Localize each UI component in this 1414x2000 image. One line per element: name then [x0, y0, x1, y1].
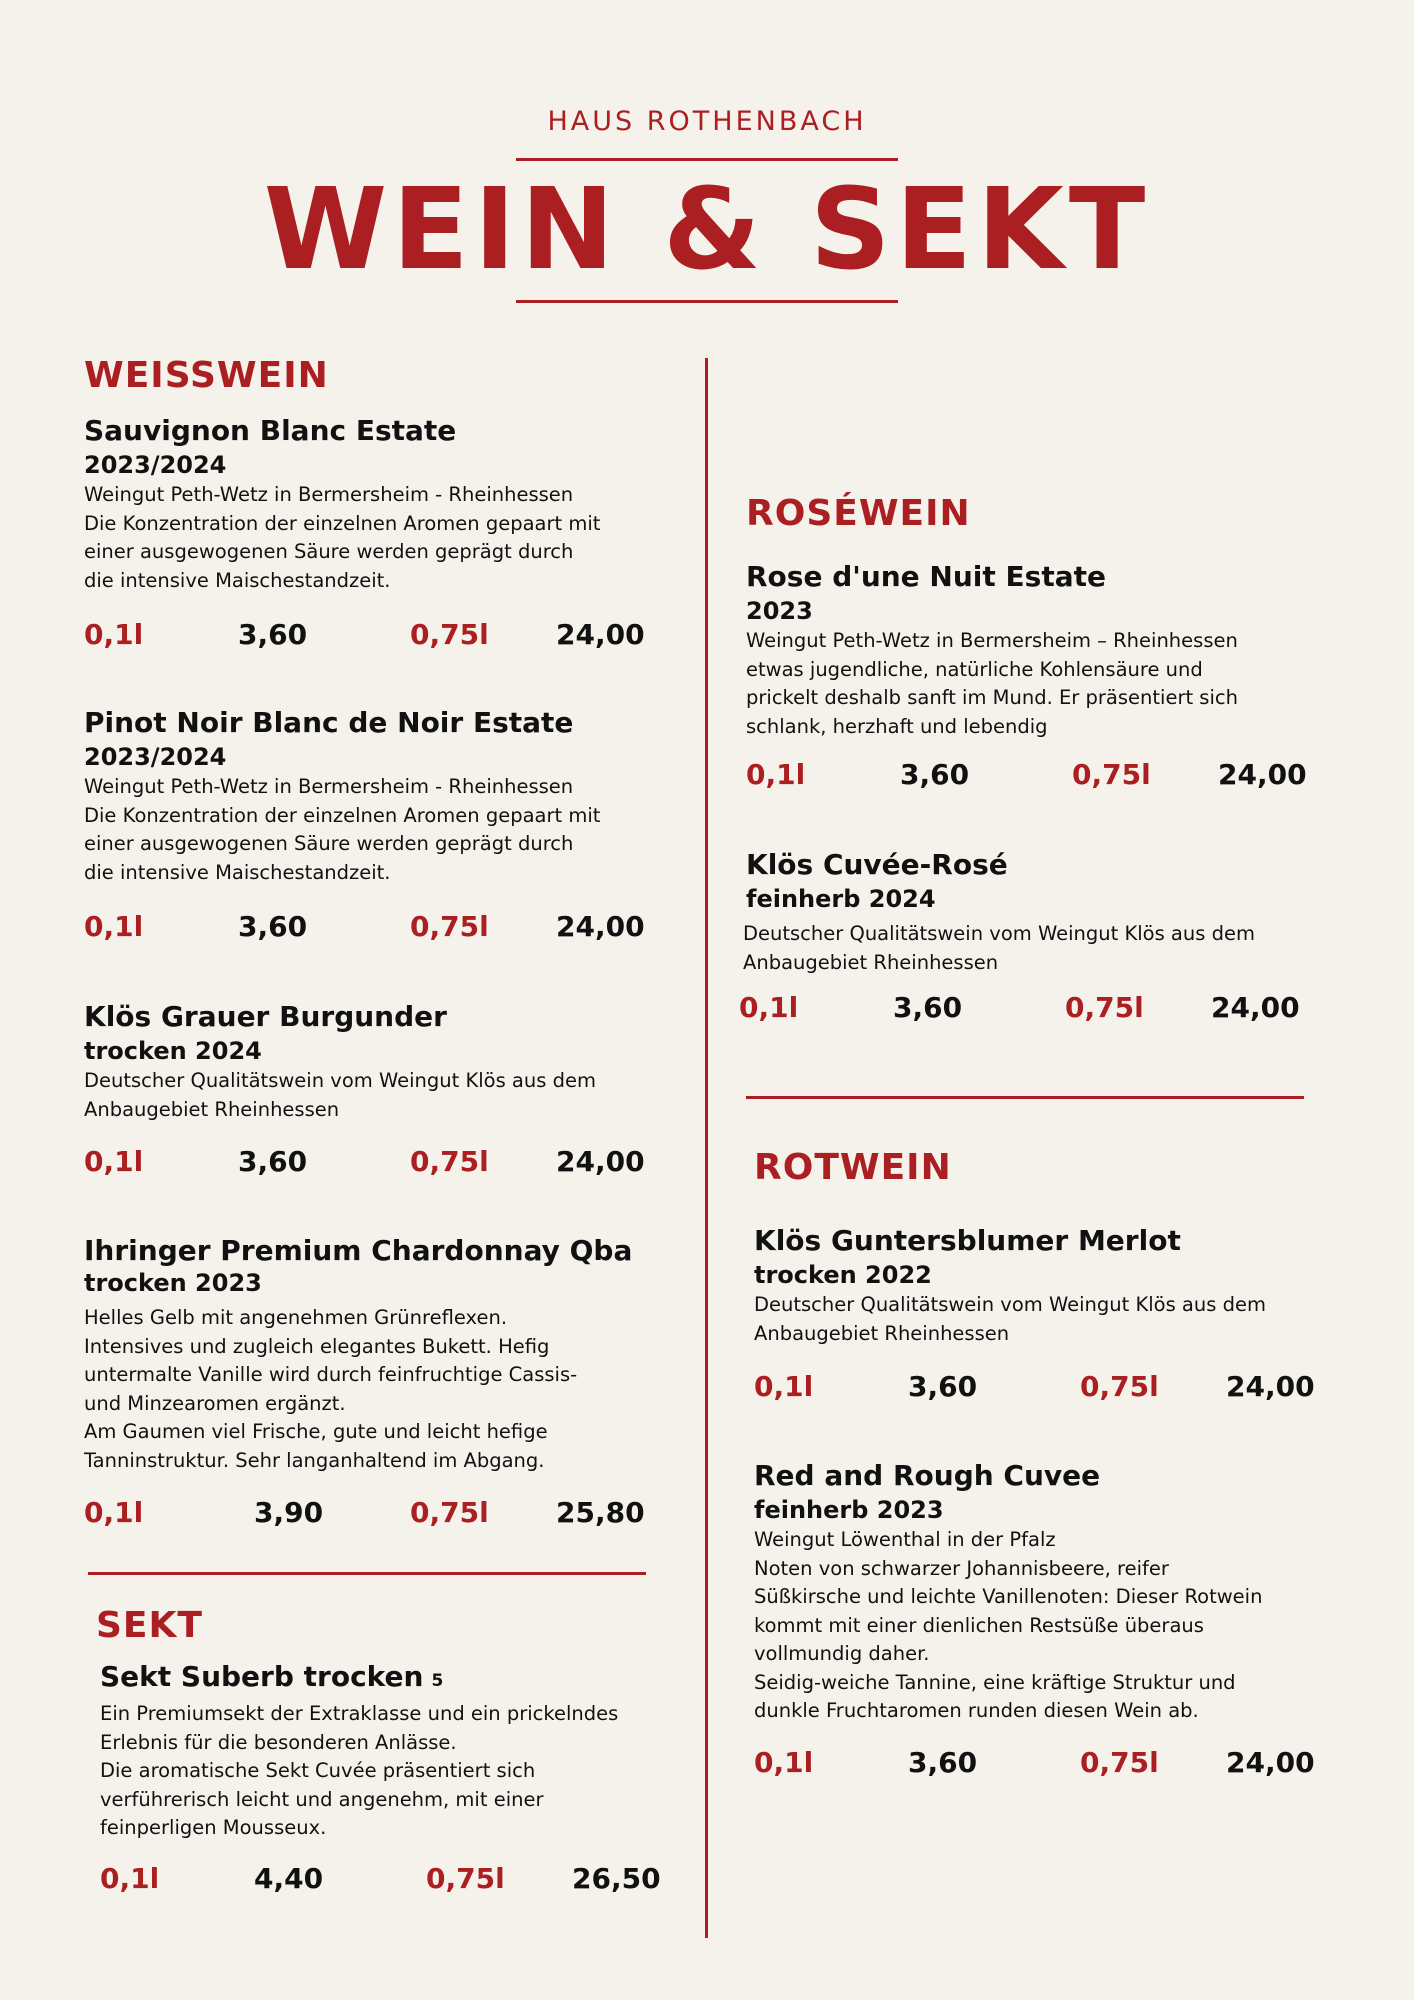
- wine-description: Ein Premiumsekt der Extraklasse und ein prickelndes Erlebnis für die besonderen Anlässe. Die aromatische Sekt Cuvée präsentiert sich verführerisch leicht und angenehm, mit einer feinperligen Mousseux.: [100, 1702, 619, 1839]
- price-small: 3,60: [238, 618, 308, 651]
- size-small: 0,1l: [739, 991, 799, 1024]
- wine-name: Klös Guntersblumer Merlot: [754, 1224, 1181, 1257]
- size-small: 0,1l: [84, 910, 144, 943]
- size-small: 0,1l: [746, 758, 806, 791]
- wine-vintage: 2023/2024: [84, 743, 227, 771]
- wine-vintage: 2023: [746, 597, 813, 625]
- wine-name: Klös Cuvée-Rosé: [746, 848, 1008, 881]
- wine-name: Ihringer Premium Chardonnay Qba: [84, 1234, 633, 1267]
- size-small: 0,1l: [84, 1145, 144, 1178]
- wine-name: Rose d'une Nuit Estate: [746, 560, 1106, 593]
- restaurant-name: HAUS ROTHENBACH: [547, 106, 867, 137]
- wine-name: Red and Rough Cuvee: [754, 1459, 1101, 1492]
- wine-vintage: trocken 2023: [84, 1269, 262, 1297]
- size-large: 0,75l: [410, 1496, 489, 1529]
- section-title-rosewein: ROSÉWEIN: [746, 493, 971, 534]
- price-small: 3,60: [908, 1370, 978, 1403]
- wine-item: [84, 414, 684, 595]
- wine-item: [746, 560, 1386, 741]
- size-large: 0,75l: [426, 1862, 505, 1895]
- section-title-rotwein: ROTWEIN: [754, 1147, 952, 1188]
- wine-description: Deutscher Qualitätswein vom Weingut Klös aus dem Anbaugebiet Rheinhessen: [84, 1069, 596, 1121]
- column-divider: [705, 358, 708, 1938]
- price-large: 24,00: [1226, 1370, 1315, 1403]
- footnote-marker: 5: [431, 1671, 444, 1691]
- size-large: 0,75l: [1065, 991, 1144, 1024]
- size-large: 0,75l: [410, 618, 489, 651]
- wine-vintage: 2023/2024: [84, 451, 227, 479]
- wine-description: Weingut Peth-Wetz in Bermersheim - Rheinhessen Die Konzentration der einzelnen Aromen gepaart mit einer ausgewogenen Säure werden geprägt durch die intensive Maischestandzeit.: [84, 775, 601, 884]
- section-title-sekt: SEKT: [96, 1605, 203, 1646]
- section-divider: [88, 1572, 646, 1575]
- wine-item: [754, 1224, 1394, 1348]
- price-small: 3,60: [900, 758, 970, 791]
- wine-vintage: feinherb 2023: [754, 1496, 944, 1524]
- section-divider: [746, 1096, 1304, 1099]
- wine-item: [84, 1000, 684, 1124]
- wine-item: [84, 706, 684, 887]
- size-large: 0,75l: [1080, 1746, 1159, 1779]
- wine-item: [100, 1660, 700, 1843]
- size-large: 0,75l: [1080, 1370, 1159, 1403]
- header-rule-top: [516, 158, 898, 161]
- price-large: 24,00: [556, 618, 645, 651]
- header-rule-bottom: [516, 300, 898, 303]
- wine-name: Klös Grauer Burgunder: [84, 1000, 447, 1033]
- wine-description: Deutscher Qualitätswein vom Weingut Klös aus dem Anbaugebiet Rheinhessen: [743, 922, 1255, 974]
- price-small: 3,60: [908, 1746, 978, 1779]
- size-small: 0,1l: [100, 1862, 160, 1895]
- wine-item: [84, 1234, 684, 1475]
- price-small: 3,90: [254, 1496, 324, 1529]
- price-large: 24,00: [1226, 1746, 1315, 1779]
- price-large: 26,50: [572, 1862, 661, 1895]
- wine-item: [743, 848, 1386, 977]
- section-title-weisswein: WEISSWEIN: [84, 355, 329, 396]
- wine-vintage: trocken 2024: [84, 1037, 262, 1065]
- wine-description: Weingut Peth-Wetz in Bermersheim - Rheinhessen Die Konzentration der einzelnen Aromen gepaart mit einer ausgewogenen Säure werden geprägt durch die intensive Maischestandzeit.: [84, 483, 601, 592]
- price-small: 3,60: [238, 910, 308, 943]
- price-large: 25,80: [556, 1496, 645, 1529]
- wine-item: [754, 1459, 1394, 1726]
- wine-description: Weingut Löwenthal in der Pfalz Noten von schwarzer Johannisbeere, reifer Süßkirsche und leichte Vanillenoten: Dieser Rotwein kommt mit einer dienlichen Restsüße überaus vollmundig daher. Seidig-weiche Tannine, eine kräftige Struktur und dunkle Fruchtaromen runden diesen Wein ab.: [754, 1528, 1263, 1722]
- price-large: 24,00: [556, 910, 645, 943]
- size-large: 0,75l: [410, 1145, 489, 1178]
- wine-vintage: trocken 2022: [754, 1261, 932, 1289]
- wine-description: Weingut Peth-Wetz in Bermersheim – Rheinhessen etwas jugendliche, natürliche Kohlensäure und prickelt deshalb sanft im Mund. Er präsentiert sich schlank, herzhaft und lebendig: [746, 629, 1238, 738]
- price-large: 24,00: [1218, 758, 1307, 791]
- price-large: 24,00: [1211, 991, 1300, 1024]
- size-small: 0,1l: [754, 1370, 814, 1403]
- size-small: 0,1l: [84, 1496, 144, 1529]
- wine-name: Sekt Suberb trocken 5: [100, 1660, 444, 1693]
- size-large: 0,75l: [410, 910, 489, 943]
- size-large: 0,75l: [1072, 758, 1151, 791]
- price-small: 3,60: [238, 1145, 308, 1178]
- size-small: 0,1l: [84, 618, 144, 651]
- wine-vintage: feinherb 2024: [746, 885, 936, 913]
- price-small: 3,60: [893, 991, 963, 1024]
- size-small: 0,1l: [754, 1746, 814, 1779]
- wine-name: Pinot Noir Blanc de Noir Estate: [84, 706, 574, 739]
- price-small: 4,40: [254, 1862, 324, 1895]
- price-large: 24,00: [556, 1145, 645, 1178]
- wine-description: Deutscher Qualitätswein vom Weingut Klös aus dem Anbaugebiet Rheinhessen: [754, 1293, 1266, 1345]
- wine-description: Helles Gelb mit angenehmen Grünreflexen. Intensives und zugleich elegantes Bukett. Hefig untermalte Vanille wird durch feinfruchtige Cassis- und Minzearomen ergänzt. Am Gaumen viel Frische, gute und leicht hefige Tanninstruktur. Sehr langanhaltend im Abgang.: [84, 1306, 578, 1472]
- wine-name: Sauvignon Blanc Estate: [84, 414, 457, 447]
- page-title: WEIN & SEKT: [263, 165, 1151, 295]
